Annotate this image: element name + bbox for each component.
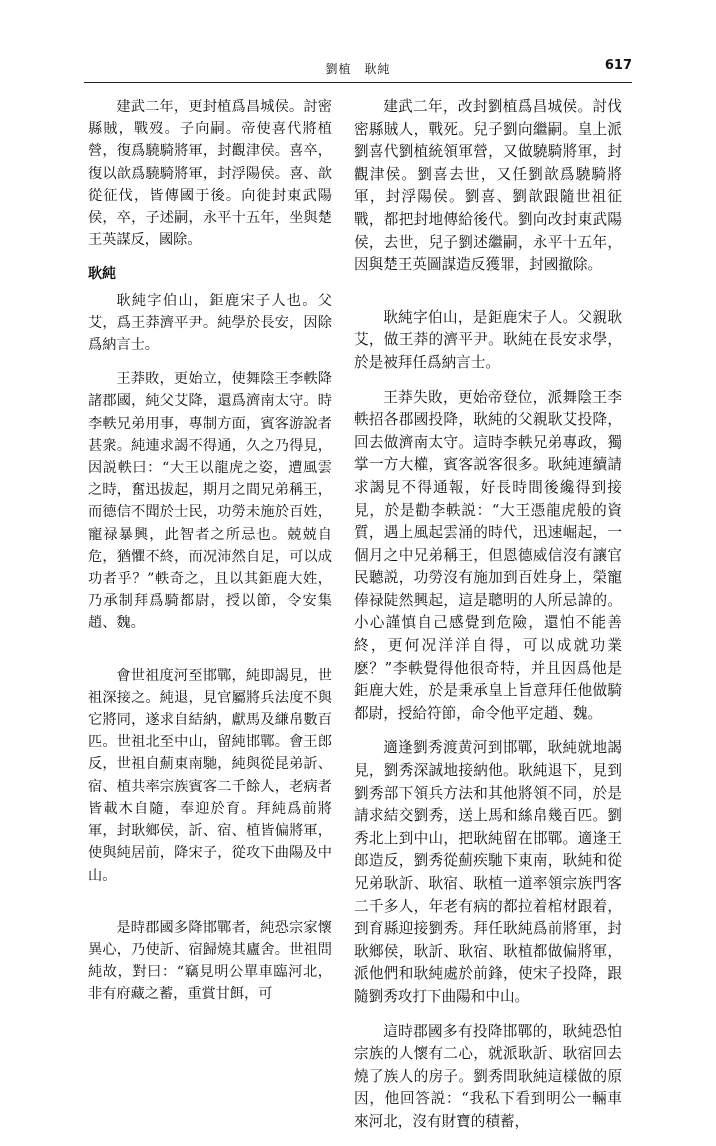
paragraph-spacer (88, 899, 332, 917)
translation-paragraph-4: 適逢劉秀渡黄河到邯鄲，耿純就地謁見，劉秀深誠地接納他。耿純退下，見到劉秀部下領兵方法和其他將領不同，於是請求結交劉秀，送上馬和絲帛幾百匹。劉秀北上到中山，把耿純留在邯鄲。適逢王郎造反，劉秀從薊疾馳下東南，耿純和從兄弟耿訢、耿宿、耿植一道率領宗族門客二千多人，年老有病的都拉着棺材跟着，到育縣迎接劉秀。拜任耿純爲前將軍，封耿鄉侯，耿訢、耿宿、耿植都做偏將軍，派他們和耿純處於前鋒，使宋子投降，跟隨劉秀攻打下曲陽和中山。 (354, 739, 622, 1005)
translation-text-column (354, 96, 622, 1146)
classical-paragraph-1: 建武二年，更封植爲昌城侯。討密縣賊，戰歿。子向嗣。帝使喜代將植營，復爲驍騎將軍，封觀津侯。喜卒，復以歆爲驍騎將軍，封浮陽侯。喜、歆從征伐，皆傳國于後。向徙封東武陽侯，卒，子述嗣，永平十五年，坐與楚王英謀反，國除。 (88, 99, 332, 249)
classical-paragraph-5: 是時郡國多降邯鄲者，純恐宗家懷異心，乃使訢、宿歸燒其廬舍。世祖問純故，對曰：“竊見明公單車臨河北，非有府藏之蓄，重賞甘餌，可 (88, 919, 332, 1003)
translation-paragraph-5: 這時郡國多有投降邯鄲的，耿純恐怕宗族的人懷有二心，就派耿訢、耿宿回去燒了族人的房子。劉秀問耿純這樣做的原因，他回答説：“我私下看到明公一輛車來河北，沒有財寶的積蓄， (354, 1022, 622, 1130)
translation-paragraph-2: 耿純字伯山，是鉅鹿宋子人。父親耿艾，做王莽的濟平尹。耿純在長安求學，於是被拜任爲納言士。 (354, 308, 622, 371)
running-title: 劉植 耿純 (325, 62, 391, 76)
classical-paragraph-4: 會世祖度河至邯鄲，純即謁見，世祖深接之。純退，見官屬將兵法度不與它將同，遂求自結納，獻馬及縑帛數百匹。世祖北至中山，留純邯鄲。會王郎反，世祖自薊東南馳，純與從昆弟訢、宿、植共率宗族賓客二千餘人，老病者皆載木自隨，奉迎於育。拜純爲前將軍，封耿鄉侯，訢、宿、植皆偏將軍，使與純居前，降宋子，從攻下曲陽及中山。 (88, 667, 332, 884)
translation-paragraph-1: 建武二年，改封劉植爲昌城侯。討伐密縣賊人，戰死。兒子劉向繼嗣。皇上派劉喜代劉植統領軍營，又做驍騎將軍，封觀津侯。劉喜去世，又任劉歆爲驍騎將軍，封浮陽侯。劉喜、劉歆跟隨世祖征戰，都把封地傳給後代。劉向改封東武陽侯，去世，兒子劉述繼嗣，永平十五年，因與楚王英圖謀造反獲罪，封國撤除。 (354, 98, 622, 274)
classical-text-column (88, 96, 332, 1018)
header-rule (84, 82, 632, 83)
page-header (84, 58, 632, 80)
section-title: 耿純 (88, 266, 116, 283)
paragraph-spacer (354, 289, 622, 307)
paragraph-spacer (88, 647, 332, 665)
classical-paragraph-2: 耿純字伯山，鉅鹿宋子人也。父艾，爲王莽濟平尹。純學於長安，因除爲納言士。 (88, 292, 332, 354)
translation-paragraph-3: 王莽失敗，更始帝登位，派舞陰王李軼招各郡國投降，耿純的父親耿艾投降，回去做濟南太守。這時李軼兄弟專政，獨掌一方大權，賓客説客很多。耿純連續請求謁見不得通報，好長時間後纔得到接見，於是勸李軼説：“大王憑龍虎般的資質，遇上風起雲涌的時代，迅速崛起，一個月之中兄弟稱王，但恩德威信沒有讓官民聽説，功勞沒有施加到百姓身上，榮寵俸禄陡然興起，這是聰明的人所忌諱的。小心謹慎自己感覺到危險，還怕不能善終，更何况洋洋自得，可以成就功業麽？”李軼覺得他很奇特，并且因爲他是鉅鹿大姓，於是秉承皇上旨意拜任他做騎都尉，授給符節，命令他平定趙、魏。 (354, 388, 622, 722)
page-number: 617 (604, 58, 632, 73)
classical-paragraph-3: 王莽敗，更始立，使舞陰王李軼降諸郡國，純父艾降，還爲濟南太守。時李軼兄弟用事，專制方面，賓客游說者甚衆。純連求謁不得通，久之乃得見，因説軼曰：“大王以龍虎之姿，遭風雲之時，奮迅拔起，期月之間兄弟稱王，而德信不聞於士民，功勞未施於百姓，寵禄暴興，此智者之所忌也。兢兢自危，猶懼不終，而况沛然自足，可以成功者乎？”軼奇之，且以其鉅鹿大姓，乃承制拜爲騎都尉，授以節，令安集趙、魏。 (88, 371, 332, 632)
